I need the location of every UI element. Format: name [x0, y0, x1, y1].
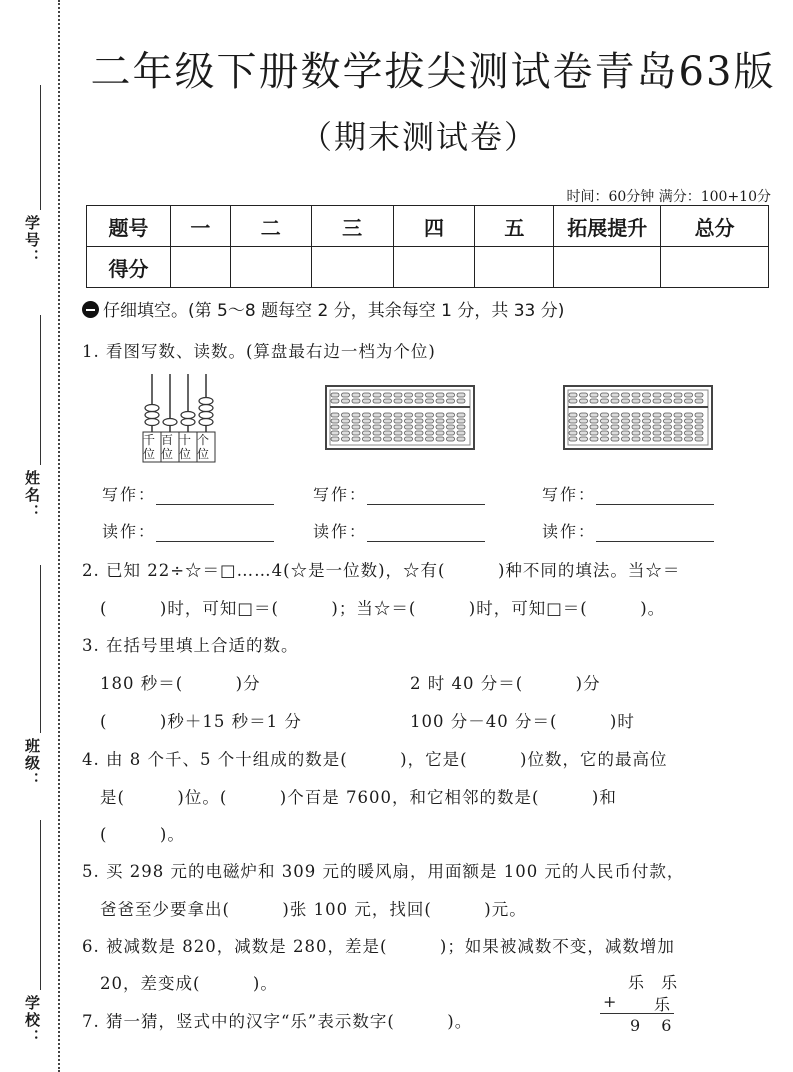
question-6-line-1: 6. 被减数是 820，减数是 280，差是( )；如果被减数不变，减数增加	[82, 937, 675, 956]
abacus-bead	[447, 431, 455, 435]
abacus-bead	[352, 399, 360, 403]
place-label-thousands: 千 位	[143, 433, 156, 461]
abacus-bead	[436, 431, 444, 435]
abacus-bead	[457, 393, 465, 397]
abacus-bead	[331, 399, 339, 403]
abacus-bead	[664, 431, 672, 435]
abacus-bead	[373, 431, 381, 435]
abacus-bead	[695, 393, 703, 397]
abacus-bead	[415, 393, 423, 397]
question-2-line-2: ( )时，可知□＝( )；当☆＝( )时，可知□＝( )。	[100, 599, 666, 618]
abacus-bead	[405, 413, 413, 417]
vertical-calc-row-1: 乐 乐	[628, 973, 684, 992]
answer-blank[interactable]	[156, 527, 274, 542]
question-1: 1. 看图写数、读数。(算盘最右边一档为个位)	[82, 342, 436, 361]
score-header-cell: 拓展提升	[554, 206, 661, 247]
abacus-bead	[342, 399, 350, 403]
abacus-bead	[622, 399, 630, 403]
abacus-bead	[426, 437, 434, 441]
abacus-bead	[653, 437, 661, 441]
abacus-bead	[331, 425, 339, 429]
abacus-bead	[426, 431, 434, 435]
abacus-bead	[384, 431, 392, 435]
abacus-bead	[569, 419, 577, 423]
school-line[interactable]	[40, 820, 41, 990]
abacus-bead	[447, 399, 455, 403]
write-row-2: 写作：	[313, 482, 485, 505]
abacus-bead	[580, 431, 588, 435]
abacus-bead	[695, 437, 703, 441]
abacus-bead	[632, 425, 640, 429]
vertical-calc-line	[600, 1013, 674, 1014]
abacus-bead	[653, 393, 661, 397]
abacus-bead	[590, 425, 598, 429]
question-3-d: 100 分－40 分＝( )时	[410, 712, 635, 731]
abacus-bead	[363, 393, 371, 397]
abacus-bead	[643, 399, 651, 403]
abacus-bead	[342, 425, 350, 429]
read-row-3: 读作：	[542, 519, 714, 542]
abacus-bead	[363, 437, 371, 441]
abacus-bead	[415, 431, 423, 435]
abacus-bead	[436, 413, 444, 417]
score-table	[86, 205, 769, 288]
abacus-bead	[342, 413, 350, 417]
abacus-bead	[384, 425, 392, 429]
abacus-bead	[601, 413, 609, 417]
question-4-line-1: 4. 由 8 个千、5 个十组成的数是( )，它是( )位数，它的最高位	[82, 750, 668, 769]
abacus-bead	[394, 413, 402, 417]
abacus-bead	[426, 413, 434, 417]
abacus-bead	[447, 419, 455, 423]
score-header-cell: 四	[393, 206, 475, 247]
score-row-label: 得分	[87, 247, 171, 288]
abacus-bead	[363, 419, 371, 423]
page-subtitle: （期末测试卷）	[300, 118, 539, 156]
abacus-bead	[685, 425, 693, 429]
abacus-bead	[384, 393, 392, 397]
abacus-bead	[590, 399, 598, 403]
abacus-bead	[611, 431, 619, 435]
abacus-bead	[632, 437, 640, 441]
student-no-label: 学号：	[23, 215, 41, 266]
abacus-bead	[447, 413, 455, 417]
abacus-bead	[352, 419, 360, 423]
abacus-bead	[643, 419, 651, 423]
abacus-bead	[352, 425, 360, 429]
page-title: 二年级下册数学拔尖测试卷青岛63版	[90, 49, 776, 95]
abacus-bead	[643, 425, 651, 429]
abacus-bead	[457, 419, 465, 423]
score-header-cell: 一	[170, 206, 230, 247]
abacus-bead	[363, 425, 371, 429]
abacus-bead	[653, 399, 661, 403]
question-3-c: ( )秒＋15 秒＝1 分	[100, 712, 302, 731]
abacus-bead	[342, 419, 350, 423]
abacus-bead	[685, 393, 693, 397]
section-number-icon	[82, 301, 99, 318]
abacus-figure-3	[563, 385, 713, 450]
abacus-bead	[447, 437, 455, 441]
abacus-bead	[436, 393, 444, 397]
abacus-bead	[426, 393, 434, 397]
abacus-bead	[415, 413, 423, 417]
abacus-bead	[373, 437, 381, 441]
vertical-calc-result: 9 6	[630, 1016, 680, 1035]
score-header-cell: 题号	[87, 206, 171, 247]
abacus-bead	[685, 419, 693, 423]
abacus-bead	[426, 425, 434, 429]
abacus-bead	[580, 399, 588, 403]
read-row-2: 读作：	[313, 519, 485, 542]
answer-blank[interactable]	[596, 527, 714, 542]
abacus-bead	[569, 425, 577, 429]
abacus-bead	[601, 419, 609, 423]
abacus-bead	[363, 431, 371, 435]
abacus-bead	[653, 431, 661, 435]
abacus-bead	[426, 399, 434, 403]
abacus-bead	[674, 413, 682, 417]
abacus-bead	[674, 393, 682, 397]
school-label: 学校：	[23, 995, 41, 1046]
score-table-header-row	[87, 206, 769, 247]
class-line[interactable]	[40, 565, 41, 733]
abacus-bead	[436, 399, 444, 403]
place-label-hundreds: 百 位	[161, 433, 174, 461]
abacus-bead	[601, 425, 609, 429]
abacus-bead	[384, 399, 392, 403]
abacus-bead	[590, 437, 598, 441]
abacus-bead	[373, 425, 381, 429]
abacus-bead	[685, 413, 693, 417]
abacus-bead	[590, 413, 598, 417]
binding-margin-line	[58, 0, 60, 1072]
question-4-line-3: ( )。	[100, 825, 185, 844]
abacus-bead	[457, 399, 465, 403]
abacus-bead	[373, 413, 381, 417]
question-5-line-1: 5. 买 298 元的电磁炉和 309 元的暖风扇，用面额是 100 元的人民币付款，	[82, 862, 685, 881]
abacus-bead	[664, 437, 672, 441]
section-1-title: 仔细填空。(第 5～8 题每空 2 分，其余每空 1 分，共 33 分)	[103, 301, 565, 321]
abacus-bead	[436, 425, 444, 429]
abacus-bead	[447, 425, 455, 429]
abacus-bead	[373, 399, 381, 403]
abacus-figure-2	[325, 385, 475, 450]
question-3-a: 180 秒＝( )分	[100, 674, 261, 693]
abacus-bead	[632, 413, 640, 417]
abacus-bead	[601, 431, 609, 435]
abacus-bead	[685, 431, 693, 435]
abacus-bead	[664, 419, 672, 423]
abacus-bead	[580, 425, 588, 429]
abacus-bead	[405, 419, 413, 423]
abacus-bead	[394, 431, 402, 435]
abacus-bead	[611, 413, 619, 417]
abacus-bead	[611, 419, 619, 423]
abacus-bead	[695, 431, 703, 435]
abacus-bead	[405, 437, 413, 441]
score-header-cell: 三	[311, 206, 393, 247]
abacus-bead	[384, 419, 392, 423]
abacus-bead	[457, 425, 465, 429]
score-table-score-row	[87, 247, 769, 288]
abacus-bead	[653, 419, 661, 423]
abacus-bead	[611, 425, 619, 429]
abacus-bead	[622, 419, 630, 423]
score-input-cell[interactable]	[393, 247, 475, 288]
student-no-line[interactable]	[40, 85, 41, 210]
abacus-bead	[436, 437, 444, 441]
abacus-bead	[569, 413, 577, 417]
score-header-cell: 二	[230, 206, 311, 247]
abacus-bead	[569, 437, 577, 441]
write-row-3: 写作：	[542, 482, 714, 505]
place-label-ones: 个 位	[197, 433, 210, 461]
abacus-bead	[664, 413, 672, 417]
abacus-bead	[457, 437, 465, 441]
abacus-bead	[685, 399, 693, 403]
abacus-bead	[611, 393, 619, 397]
abacus-bead	[590, 419, 598, 423]
abacus-bead	[342, 431, 350, 435]
abacus-bead	[601, 399, 609, 403]
score-input-cell[interactable]	[170, 247, 230, 288]
abacus-bead	[415, 437, 423, 441]
abacus-bead	[653, 425, 661, 429]
abacus-bead	[405, 425, 413, 429]
abacus-bead	[622, 413, 630, 417]
abacus-bead	[622, 437, 630, 441]
abacus-bead	[590, 431, 598, 435]
abacus-bead	[363, 399, 371, 403]
abacus-bead	[394, 399, 402, 403]
abacus-bead	[580, 413, 588, 417]
score-header-cell: 总分	[661, 206, 769, 247]
class-label: 班级：	[23, 738, 41, 789]
abacus-bead	[611, 437, 619, 441]
vertical-calc-plus: +	[603, 992, 617, 1011]
abacus-bead	[457, 413, 465, 417]
abacus-bead	[622, 431, 630, 435]
answer-blank[interactable]	[367, 527, 485, 542]
place-label-tens: 十 位	[179, 433, 192, 461]
abacus-bead	[622, 393, 630, 397]
abacus-bead	[363, 413, 371, 417]
score-input-cell[interactable]	[311, 247, 393, 288]
score-input-cell[interactable]	[554, 247, 661, 288]
abacus-bead	[569, 399, 577, 403]
question-4-line-2: 是( )位。( )个百是 7600，和它相邻的数是( )和	[100, 788, 617, 807]
abacus-bead	[405, 393, 413, 397]
abacus-bead	[394, 419, 402, 423]
abacus-bead	[426, 419, 434, 423]
abacus-bead	[622, 425, 630, 429]
answer-blank[interactable]	[367, 490, 485, 505]
exam-meta: 时间：60分钟 满分：100+10分	[566, 189, 771, 205]
name-label: 姓名：	[23, 470, 41, 521]
answer-blank[interactable]	[156, 490, 274, 505]
abacus-bead	[331, 419, 339, 423]
abacus-bead	[331, 413, 339, 417]
abacus-bead	[695, 399, 703, 403]
abacus-bead	[695, 413, 703, 417]
abacus-bead	[384, 437, 392, 441]
question-3-b: 2 时 40 分＝( )分	[410, 674, 601, 693]
write-row-1: 写作：	[102, 482, 274, 505]
abacus-bead	[394, 393, 402, 397]
abacus-bead	[674, 437, 682, 441]
abacus-bead	[415, 399, 423, 403]
abacus-bead	[632, 399, 640, 403]
name-line[interactable]	[40, 315, 41, 465]
abacus-bead	[352, 437, 360, 441]
abacus-bead	[342, 393, 350, 397]
abacus-bead	[580, 419, 588, 423]
abacus-bead	[580, 393, 588, 397]
abacus-bead	[632, 419, 640, 423]
abacus-bead	[405, 431, 413, 435]
abacus-bead	[415, 419, 423, 423]
abacus-bead	[331, 437, 339, 441]
abacus-bead	[373, 393, 381, 397]
abacus-bead	[643, 431, 651, 435]
abacus-bead	[664, 393, 672, 397]
abacus-bead	[674, 419, 682, 423]
abacus-bead	[664, 399, 672, 403]
abacus-bead	[331, 431, 339, 435]
abacus-bead	[352, 431, 360, 435]
abacus-bead	[457, 431, 465, 435]
abacus-bead	[695, 425, 703, 429]
abacus-bead	[632, 431, 640, 435]
section-1-heading	[82, 296, 564, 321]
abacus-bead	[643, 393, 651, 397]
vertical-calc-row-2: 乐	[654, 995, 671, 1014]
question-2-line-1: 2. 已知 22÷☆＝□……4(☆是一位数)，☆有( )种不同的填法。当☆＝	[82, 561, 681, 580]
abacus-bead	[601, 393, 609, 397]
question-7: 7. 猜一猜，竖式中的汉字“乐”表示数字( )。	[82, 1012, 473, 1031]
abacus-bead	[415, 425, 423, 429]
abacus-bead	[394, 437, 402, 441]
abacus-bead	[632, 393, 640, 397]
abacus-bead	[653, 413, 661, 417]
score-input-cell[interactable]	[230, 247, 311, 288]
abacus-bead	[342, 437, 350, 441]
abacus-bead	[436, 419, 444, 423]
question-6-line-2: 20，差变成( )。	[100, 974, 278, 993]
abacus-bead	[611, 399, 619, 403]
abacus-bead	[674, 399, 682, 403]
abacus-bead	[352, 413, 360, 417]
abacus-bead	[590, 393, 598, 397]
answer-blank[interactable]	[596, 490, 714, 505]
abacus-bead	[695, 419, 703, 423]
abacus-bead	[674, 431, 682, 435]
abacus-bead	[643, 437, 651, 441]
abacus-bead	[569, 393, 577, 397]
abacus-bead	[405, 399, 413, 403]
abacus-bead	[580, 437, 588, 441]
question-3: 3. 在括号里填上合适的数。	[82, 636, 299, 655]
read-row-1: 读作：	[102, 519, 274, 542]
score-input-cell[interactable]	[661, 247, 769, 288]
abacus-bead	[394, 425, 402, 429]
abacus-bead	[643, 413, 651, 417]
abacus-bead	[601, 437, 609, 441]
question-5-line-2: 爸爸至少要拿出( )张 100 元，找回( )元。	[100, 900, 527, 919]
abacus-bead	[352, 393, 360, 397]
abacus-bead	[373, 419, 381, 423]
abacus-bead	[569, 431, 577, 435]
abacus-bead	[664, 425, 672, 429]
abacus-bead	[447, 393, 455, 397]
score-header-cell: 五	[475, 206, 554, 247]
abacus-bead	[384, 413, 392, 417]
abacus-bead	[331, 393, 339, 397]
score-input-cell[interactable]	[475, 247, 554, 288]
abacus-bead	[685, 437, 693, 441]
abacus-bead	[674, 425, 682, 429]
